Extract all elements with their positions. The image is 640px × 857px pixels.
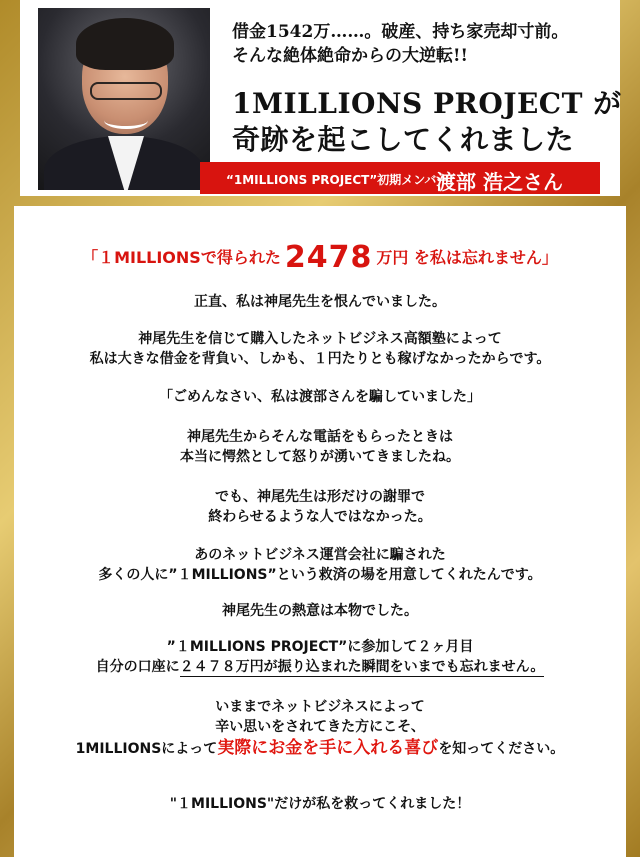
paragraph-6-line-1: あのネットビジネス運営会社に騙された: [194, 547, 446, 563]
highlight-joy-text: 実際にお金を手に入れる喜び: [217, 738, 439, 758]
paragraph-1: 正直、私は神尾先生を恨んでいました。: [194, 294, 446, 310]
testimonial-headline: 「１MILLIONSで得られた 2478 万円 を私は忘れません」: [82, 240, 558, 275]
paragraph-4-line-2: 本当に愕然として怒りが湧いてきましたね。: [180, 449, 460, 465]
paragraph-8-line-1: ”１MILLIONS PROJECT”に参加して２ヶ月目: [166, 639, 474, 655]
paragraph-9-line-3: 1MILLIONSによって実際にお金を手に入れる喜びを知ってください。: [75, 738, 565, 758]
paragraph-5-line-1: でも、神尾先生は形だけの謝罪で: [215, 489, 425, 505]
closing-line: "１MILLIONS"だけが私を救ってくれました！: [169, 796, 471, 812]
header-line-1: 借金1542万……。破産、持ち家売却寸前。: [232, 22, 569, 42]
member-photo: [38, 8, 210, 190]
underlined-amount-text: ２４７８万円が振り込まれた瞬間をいまでも忘れません。: [179, 659, 545, 675]
paragraph-2-line-1: 神尾先生を信じて購入したネットビジネス高額塾によって: [138, 331, 502, 347]
paragraph-4-line-1: 神尾先生からそんな電話をもらったときは: [187, 429, 453, 445]
headline-amount: 2478: [284, 240, 373, 275]
header-intro: [232, 20, 632, 68]
paragraph-6-line-2: 多くの人に”１MILLIONS”という救済の場を用意してくれたんです。: [98, 567, 542, 583]
paragraph-9-line-1: いままでネットビジネスによって: [215, 699, 425, 715]
member-label: “1MILLIONS PROJECT”初期メンバー: [226, 173, 449, 187]
paragraph-8-line-2: 自分の口座に２４７８万円が振り込まれた瞬間をいまでも忘れません。: [95, 659, 545, 675]
header-title-1: 1MILLIONS PROJECT が: [232, 87, 622, 120]
paragraph-7: 神尾先生の熱意は本物でした。: [222, 603, 418, 619]
member-name-bar: [200, 162, 600, 194]
header-line-2: そんな絶体絶命からの大逆転!!: [232, 46, 468, 66]
header-title-2: 奇跡を起こしてくれました: [232, 123, 575, 156]
member-name: 渡部 浩之さん: [436, 170, 563, 194]
testimonial-panel: [14, 206, 626, 857]
paragraph-2-line-2: 私は大きな借金を背負い、しかも、１円たりとも稼げなかったからです。: [89, 351, 551, 367]
header-title: [232, 86, 632, 158]
paragraph-9-line-2: 辛い思いをされてきた方にこそ、: [215, 719, 425, 735]
paragraph-5-line-2: 終わらせるような人ではなかった。: [208, 509, 432, 525]
paragraph-3: 「ごめんなさい、私は渡部さんを騙していました」: [159, 389, 481, 405]
